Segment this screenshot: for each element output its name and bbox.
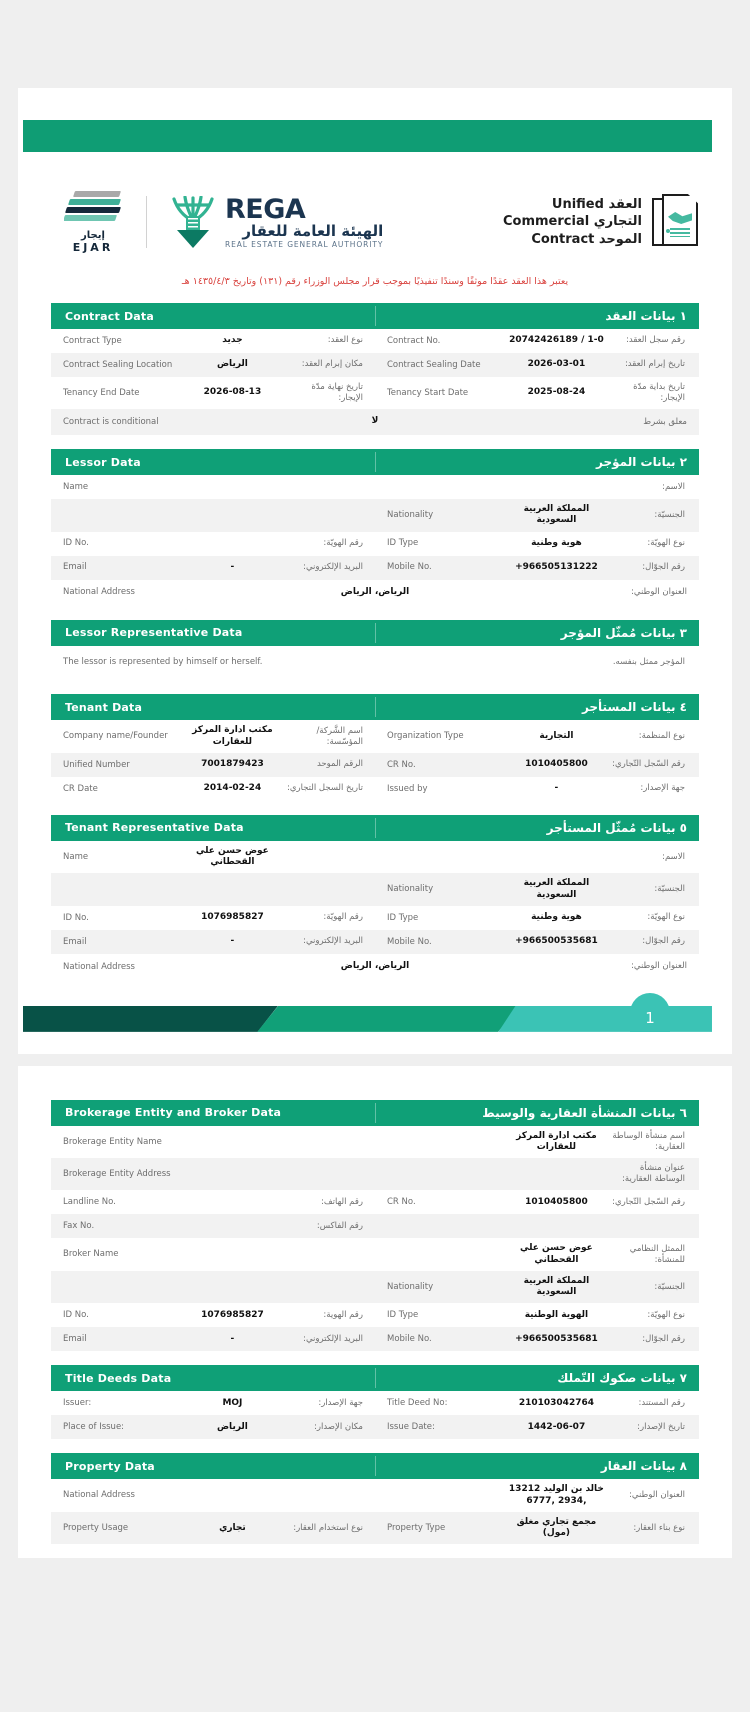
- contract-title-line-2: [503, 213, 642, 231]
- data-row: [51, 1214, 699, 1238]
- row-half-right: [375, 1126, 699, 1159]
- field-label-ar: اسم الشَّركة/المؤسّسة:: [316, 725, 363, 747]
- field-label-ar: العنوان الوطني:: [629, 1490, 685, 1501]
- row-half-right: [375, 1303, 699, 1327]
- row-half-right: [375, 1271, 699, 1304]
- section-title-ar: ٣ بيانات مُمثّل المؤجر: [560, 625, 687, 640]
- field-label-en: Name: [63, 851, 89, 862]
- data-row: [51, 753, 699, 777]
- field-label-en: National Address: [63, 961, 135, 972]
- field-label-en: ID No.: [63, 912, 89, 923]
- field-label-ar: رقم الهاتف:: [320, 1196, 363, 1207]
- field-label-en: Tenancy Start Date: [387, 387, 469, 398]
- row-half-right: [375, 873, 699, 906]
- row-half-right: [375, 930, 699, 954]
- field-value: MOJ: [222, 1397, 243, 1408]
- data-row: [51, 930, 699, 954]
- row-half-left: [51, 1479, 375, 1512]
- document-header: [18, 152, 732, 254]
- row-half-right: [375, 499, 699, 532]
- field-label-en: Issued by: [387, 783, 428, 794]
- row-half-left: [51, 1327, 375, 1351]
- row-half-left: [51, 1271, 375, 1304]
- data-row: [51, 841, 699, 874]
- field-label-ar: نوع بناء العقار:: [633, 1522, 685, 1533]
- section-header: [51, 620, 699, 646]
- field-label-en: Issuer:: [63, 1398, 92, 1409]
- field-label-en: Property Usage: [63, 1522, 129, 1533]
- data-row: [51, 1391, 699, 1415]
- field-label-en: Company name/Founder: [63, 731, 168, 742]
- row-half-right: [375, 1214, 699, 1238]
- row-half-right: [375, 1238, 699, 1271]
- contract-title-line-1-ar: العقد: [608, 196, 642, 212]
- row-half-right: [375, 475, 699, 499]
- field-label-ar: رقم الهويّة:: [323, 538, 363, 549]
- data-row: [51, 353, 699, 377]
- field-label-ar: جهة الإصدار:: [640, 783, 685, 794]
- footer-band-light: [498, 1006, 712, 1032]
- data-row: [51, 873, 699, 906]
- field-value: جديد: [222, 335, 243, 346]
- field-value: هوية وطنية: [531, 537, 582, 548]
- field-label-ar: نوع استخدام العقار:: [293, 1522, 363, 1533]
- field-label-en: Brokerage Entity Name: [63, 1136, 162, 1147]
- contract-title-line-3: [503, 231, 642, 249]
- row-half-right: [375, 720, 699, 753]
- page-2-sections: [18, 1100, 732, 1545]
- row-half-left: [51, 930, 375, 954]
- data-row: [51, 1327, 699, 1351]
- field-value: خالد بن الوليد 13212 ,2934 ,6777: [508, 1484, 604, 1506]
- field-label-en: Property Type: [387, 1522, 446, 1533]
- palm-tree-icon: [171, 196, 215, 248]
- row-half-right: [375, 1391, 699, 1415]
- data-row: [51, 475, 699, 499]
- section-brokerage-entity-and-broker-data: [51, 1100, 699, 1352]
- footer-band-green: [257, 1006, 519, 1032]
- field-label-en: Issue Date:: [387, 1422, 435, 1433]
- row-half-left: [51, 1214, 375, 1238]
- section-title-ar: ٦ بيانات المنشأة العقارية والوسيط: [482, 1105, 687, 1120]
- field-label-en: ID No.: [63, 1310, 89, 1321]
- section-contract-data: [51, 303, 699, 435]
- legal-notice: يعتبر هذا العقد عقدًا موثقًا وسندًا تنفيذيًا بموجب قرار مجلس الوزراء رقم (١٣١) وتاريخ ١٤٣٥/٤/٣ هـ: [181, 276, 569, 287]
- row-half-right: [375, 1415, 699, 1439]
- rega-text-block: [225, 193, 384, 249]
- field-label-en: National Address: [63, 1490, 135, 1501]
- logo-divider: [146, 196, 147, 248]
- field-label-ar: رقم المستند:: [638, 1397, 685, 1408]
- field-label-ar: تاريخ الإصدار:: [637, 1421, 685, 1432]
- field-value: لا: [371, 416, 379, 427]
- field-label-en: Mobile No.: [387, 936, 432, 947]
- field-label-ar: البريد الإلكتروني:: [303, 1333, 363, 1344]
- contract-title-line-3-en: Contract: [531, 231, 595, 247]
- field-label-en: Name: [63, 481, 89, 492]
- row-half-left: [51, 556, 375, 580]
- section-header: [51, 303, 699, 329]
- data-row-full: [51, 580, 699, 606]
- data-row: [51, 1238, 699, 1271]
- page-footer-band: [23, 1006, 712, 1032]
- page-number-badge: 1: [630, 993, 670, 1032]
- field-value: التجارية: [539, 730, 574, 741]
- field-value: الرياض: [216, 359, 248, 370]
- section-lessor-data: [51, 449, 699, 606]
- row-half-left: [51, 532, 375, 556]
- section-title-ar: ٥ بيانات مُمثّل المستأجر: [546, 820, 687, 835]
- page-1-sections: [18, 303, 732, 980]
- section-title-ar: ١ بيانات العقد: [605, 309, 687, 323]
- contract-title-lines: [503, 196, 642, 249]
- field-label-en: Contract Sealing Date: [387, 359, 481, 370]
- contract-title-line-2-en: Commercial: [502, 214, 590, 230]
- section-property-data: [51, 1453, 699, 1544]
- field-value: هوية وطنية: [531, 912, 582, 923]
- field-label-ar: نوع الهويّة:: [647, 912, 685, 923]
- field-label-ar: نوع العقد:: [327, 335, 363, 346]
- data-row: [51, 1271, 699, 1304]
- top-green-ribbon: [23, 120, 712, 152]
- field-label-ar: نوع المنظمة:: [638, 731, 685, 742]
- field-value: عوض حسن علي القحطاني: [520, 1243, 593, 1265]
- section-title-en: Lessor Data: [65, 455, 141, 469]
- data-row: [51, 1512, 699, 1545]
- field-value: 210103042764: [518, 1397, 594, 1408]
- row-half-right: [375, 377, 699, 409]
- row-half-left: [51, 499, 375, 532]
- field-label-en: Mobile No.: [387, 1334, 432, 1345]
- contract-page-2: [18, 1066, 732, 1559]
- field-label-ar: رقم الهويّة:: [323, 912, 363, 923]
- ejar-mark-icon: [64, 190, 122, 228]
- field-value: 2025-08-24: [527, 387, 586, 398]
- row-half-left: [51, 777, 375, 801]
- contract-title-line-1-en: Unified: [551, 196, 604, 212]
- field-value: 20742426189 / 1-0: [509, 335, 604, 346]
- section-header: [51, 815, 699, 841]
- field-label-ar: رقم الجوّال:: [642, 936, 685, 947]
- field-value: -: [554, 783, 559, 794]
- field-value: 1076985827: [201, 912, 264, 923]
- rega-logo: [171, 193, 384, 249]
- data-row-full: [51, 409, 699, 435]
- row-half-right: [375, 777, 699, 801]
- row-half-right: [375, 556, 699, 580]
- row-half-right: [375, 906, 699, 930]
- section-tenant-representative-data: [51, 815, 699, 980]
- field-label-ar: نوع الهويّة:: [647, 538, 685, 549]
- field-label-ar: معلق بشرط: [643, 416, 687, 427]
- field-label-ar: جهة الإصدار:: [318, 1397, 363, 1408]
- row-half-left: [51, 1190, 375, 1214]
- field-label-ar: مكان الإصدار:: [313, 1421, 363, 1432]
- field-value: الرياض، الرياض: [340, 961, 410, 972]
- row-half-left: [51, 1238, 375, 1271]
- field-label-ar: تاريخ بداية مدّة الإيجار:: [633, 382, 685, 404]
- field-label-ar: رقم الجوّال:: [642, 1333, 685, 1344]
- row-half-right: [375, 1190, 699, 1214]
- row-half-left: [51, 1303, 375, 1327]
- field-value: 2014-02-24: [203, 783, 262, 794]
- data-row: [51, 906, 699, 930]
- row-half-left: [51, 720, 375, 753]
- field-label-en: Tenancy End Date: [63, 387, 140, 398]
- field-label-ar: العنوان الوطني:: [631, 961, 687, 972]
- field-value: مكتب ادارة المركز للعقارات: [192, 725, 273, 747]
- section-note-en: The lessor is represented by himself or herself.: [63, 656, 263, 667]
- row-half-right: [375, 532, 699, 556]
- field-value: الهوية الوطنية: [524, 1309, 589, 1320]
- rega-name-ar: الهيئة العامة للعقار: [242, 221, 384, 240]
- field-label-ar: الجنسيّة:: [654, 509, 685, 520]
- section-header: [51, 449, 699, 475]
- row-half-right: [375, 353, 699, 377]
- row-half-left: [51, 873, 375, 906]
- row-half-left: [51, 1391, 375, 1415]
- section-title-en: Tenant Representative Data: [65, 821, 244, 835]
- field-label-en: Organization Type: [387, 731, 464, 742]
- field-label-en: ID No.: [63, 538, 89, 549]
- footer-band-dark: [23, 1006, 278, 1032]
- data-row: [51, 1158, 699, 1190]
- row-half-left: [51, 1158, 375, 1190]
- logo-group: [64, 190, 383, 254]
- section-title-en: Contract Data: [65, 309, 155, 323]
- section-title-deeds-data: [51, 1365, 699, 1439]
- field-label-en: Nationality: [387, 510, 434, 521]
- field-label-en: ID Type: [387, 538, 419, 549]
- field-label-en: Place of Issue:: [63, 1422, 125, 1433]
- field-label-en: Landline No.: [63, 1197, 116, 1208]
- section-note-row: [51, 646, 699, 681]
- data-row: [51, 1190, 699, 1214]
- field-label-ar: العنوان الوطني:: [631, 587, 687, 598]
- section-title-ar: ٤ بيانات المستأجر: [581, 700, 687, 715]
- section-header: [51, 1453, 699, 1479]
- field-label-ar: الممثل النظامي للمنشأة:: [629, 1243, 685, 1265]
- field-label-en: Nationality: [387, 1281, 434, 1292]
- field-label-ar: البريد الإلكتروني:: [303, 936, 363, 947]
- field-label-en: National Address: [63, 587, 135, 598]
- contract-title-line-2-ar: التجاري: [593, 214, 642, 230]
- data-row: [51, 532, 699, 556]
- field-label-ar: تاريخ إبرام العقد:: [624, 359, 685, 370]
- row-half-left: [51, 841, 375, 874]
- field-value: مجمع تجاري مغلق (مول): [516, 1516, 597, 1539]
- field-label-ar: مكان إبرام العقد:: [301, 359, 363, 370]
- section-lessor-representative-data: [51, 620, 699, 681]
- section-header: [51, 1365, 699, 1391]
- row-half-left: [51, 1415, 375, 1439]
- section-tenant-data: [51, 694, 699, 801]
- data-row: [51, 377, 699, 409]
- row-half-right: [375, 1327, 699, 1351]
- field-value: 1076985827: [201, 1309, 264, 1320]
- data-row: [51, 499, 699, 532]
- field-label-ar: رقم السّجل التّجاري:: [612, 1196, 685, 1207]
- rega-subtitle-en: REAL ESTATE GENERAL AUTHORITY: [225, 239, 384, 249]
- section-title-ar: ٧ بيانات صكوك التّملك: [557, 1371, 687, 1386]
- section-title-en: Lessor Representative Data: [65, 626, 243, 640]
- section-title-en: Property Data: [65, 1459, 155, 1473]
- field-value: المملكة العربية السعودية: [523, 504, 590, 526]
- section-note-ar: المؤجر ممثل بنفسه.: [612, 656, 685, 667]
- row-half-right: [375, 753, 699, 777]
- field-label-ar: اسم منشأة الوساطة العقارية:: [612, 1131, 685, 1153]
- row-half-left: [51, 906, 375, 930]
- field-label-en: Email: [63, 562, 87, 573]
- data-row: [51, 1415, 699, 1439]
- row-half-right: [375, 841, 699, 874]
- field-value: 1010405800: [525, 759, 588, 770]
- row-half-right: [375, 1158, 699, 1190]
- field-label-en: CR Date: [63, 783, 98, 794]
- data-row: [51, 1479, 699, 1512]
- row-half-right: [375, 329, 699, 353]
- data-row: [51, 329, 699, 353]
- field-label-en: Email: [63, 936, 87, 947]
- row-half-left: [51, 753, 375, 777]
- section-title-en: Brokerage Entity and Broker Data: [65, 1106, 282, 1120]
- field-value: +966500535681: [515, 1333, 598, 1344]
- field-value: الرياض: [216, 1421, 248, 1432]
- data-row: [51, 720, 699, 753]
- field-value: +966505131222: [515, 561, 598, 572]
- section-title-en: Title Deeds Data: [65, 1371, 172, 1385]
- ejar-logo-english: EJAR: [72, 241, 114, 254]
- field-label-en: Fax No.: [63, 1221, 95, 1232]
- field-label-en: CR No.: [387, 1197, 416, 1208]
- field-label-en: Contract Sealing Location: [63, 359, 173, 370]
- field-value: 2026-03-01: [527, 359, 586, 370]
- field-value: -: [230, 1333, 235, 1344]
- field-value: -: [230, 561, 235, 572]
- row-half-left: [51, 377, 375, 409]
- field-label-ar: الاسم:: [662, 851, 685, 862]
- section-title-ar: ٢ بيانات المؤجر: [596, 455, 687, 470]
- field-value: 1442-06-07: [527, 1421, 586, 1432]
- field-value: مكتب ادارة المركز للعقارات: [516, 1130, 597, 1153]
- field-value: تجاري: [219, 1522, 246, 1533]
- field-label-ar: رقم سجل العقد:: [626, 335, 685, 346]
- field-value: المملكة العربية السعودية: [523, 878, 590, 900]
- data-row: [51, 1303, 699, 1327]
- field-value: المملكة العربية السعودية: [523, 1275, 590, 1298]
- data-row: [51, 556, 699, 580]
- ejar-logo: [64, 190, 122, 254]
- contract-title-line-3-ar: الموحد: [598, 231, 642, 247]
- ejar-logo-arabic: إيجار: [81, 230, 105, 241]
- field-label-en: Broker Name: [63, 1249, 119, 1260]
- field-value: -: [230, 936, 235, 947]
- field-label-en: Brokerage Entity Address: [63, 1169, 171, 1180]
- field-label-en: ID Type: [387, 1310, 419, 1321]
- field-label-ar: الرقم الموحد: [316, 759, 363, 770]
- contract-document-icon: [652, 194, 700, 250]
- row-half-left: [51, 475, 375, 499]
- field-label-en: Unified Number: [63, 759, 130, 770]
- field-value: 7001879423: [201, 759, 264, 770]
- field-label-ar: تاريخ نهاية مدّة الإيجار:: [311, 382, 363, 404]
- section-title-ar: ٨ بيانات العقار: [600, 1459, 687, 1474]
- field-label-ar: تاريخ السجل التجاري:: [286, 783, 363, 794]
- field-label-en: Nationality: [387, 884, 434, 895]
- row-half-right: [375, 1479, 699, 1512]
- field-value: عوض حسن علي القحطاني: [196, 845, 269, 868]
- field-label-en: Contract Type: [63, 335, 122, 346]
- field-label-en: Title Deed No:: [387, 1398, 448, 1409]
- field-value: الرياض، الرياض: [340, 586, 410, 597]
- contract-page-1: [18, 88, 732, 1054]
- contract-title-line-1: [503, 196, 642, 214]
- section-header: [51, 694, 699, 720]
- field-label-ar: رقم الجوّال:: [642, 562, 685, 573]
- field-value: 1010405800: [525, 1196, 588, 1207]
- row-half-left: [51, 1126, 375, 1159]
- field-label-en: ID Type: [387, 912, 419, 923]
- section-header: [51, 1100, 699, 1126]
- field-label-ar: رقم السّجل التّجاري:: [612, 759, 685, 770]
- row-half-right: [375, 1512, 699, 1545]
- field-value: +966500535681: [515, 936, 598, 947]
- field-label-ar: عنوان منشأة الوساطة العقارية:: [622, 1163, 685, 1185]
- field-label-en: Contract No.: [387, 335, 441, 346]
- data-row: [51, 1126, 699, 1159]
- data-row-full: [51, 954, 699, 980]
- field-label-ar: البريد الإلكتروني:: [303, 562, 363, 573]
- field-label-en: Mobile No.: [387, 562, 432, 573]
- field-label-ar: نوع الهويّة:: [647, 1309, 685, 1320]
- field-label-ar: رقم الفاكس:: [316, 1220, 363, 1231]
- field-label-en: Contract is conditional: [63, 416, 159, 427]
- field-label-en: CR No.: [387, 759, 416, 770]
- rega-name-en: REGA: [225, 193, 306, 225]
- row-half-left: [51, 353, 375, 377]
- contract-title-block: [503, 194, 700, 250]
- data-row: [51, 777, 699, 801]
- row-half-left: [51, 1512, 375, 1545]
- field-label-en: Email: [63, 1334, 87, 1345]
- document-viewport: [0, 88, 750, 1712]
- row-half-left: [51, 329, 375, 353]
- field-label-ar: رقم الهوية:: [323, 1309, 363, 1320]
- field-label-ar: الاسم:: [662, 481, 685, 492]
- field-label-ar: الجنسيّة:: [654, 884, 685, 895]
- section-title-en: Tenant Data: [65, 700, 143, 714]
- field-value: 2026-08-13: [203, 387, 262, 398]
- field-label-ar: الجنسيّة:: [654, 1281, 685, 1292]
